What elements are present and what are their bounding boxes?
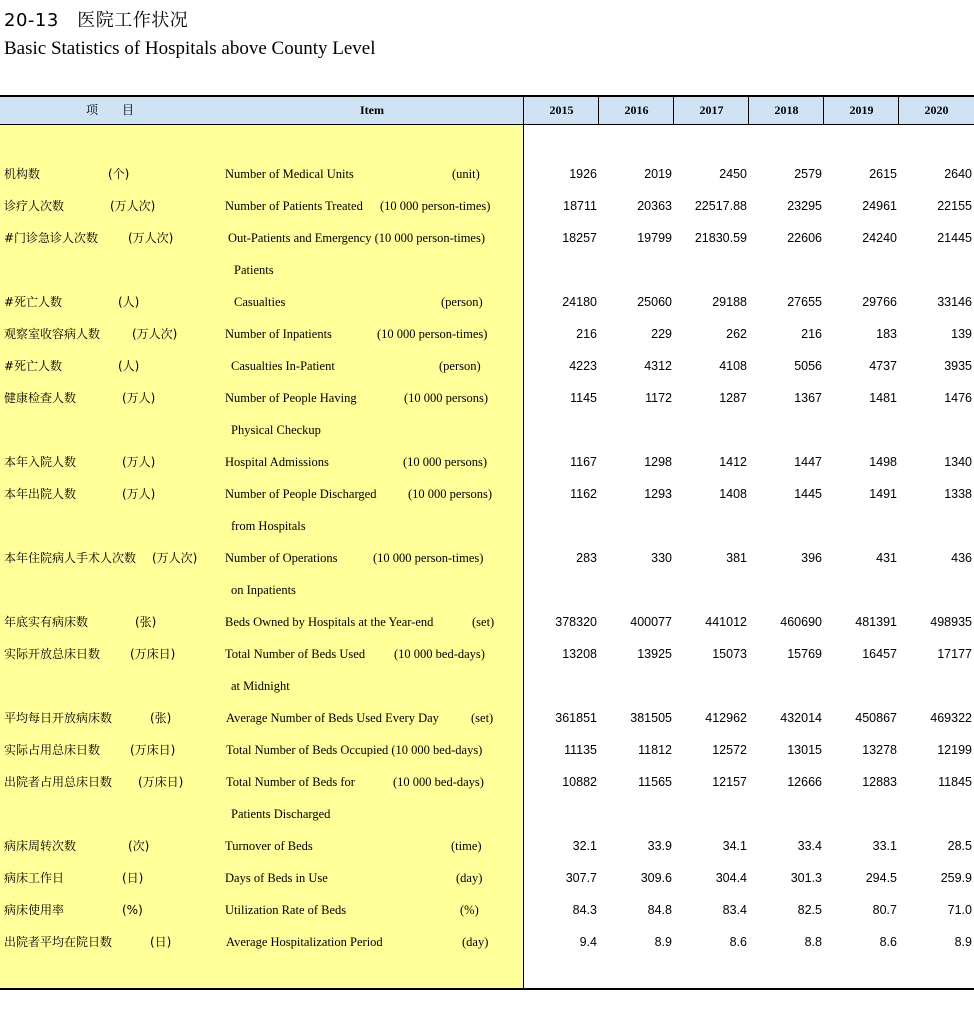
- row-label-en: Hospital Admissions: [225, 455, 329, 469]
- cell-value: 1340: [944, 455, 972, 469]
- cell-value: 15769: [787, 647, 822, 661]
- cell-value: 22517.88: [694, 199, 747, 213]
- row-unit-en: (10 000 bed-days): [394, 647, 485, 661]
- header-year-divider: [748, 97, 749, 124]
- row-label-en: Number of Patients Treated: [225, 199, 363, 213]
- row-unit-cn: (万床日): [138, 775, 184, 789]
- row-label-en: Number of Medical Units: [225, 167, 354, 181]
- header-item-en: Item: [360, 103, 384, 117]
- row-unit-cn: (次): [128, 839, 150, 853]
- row-label-en: from Hospitals: [231, 519, 306, 533]
- cell-value: 11812: [638, 743, 672, 757]
- cell-value: 12572: [712, 743, 747, 757]
- table-row: [0, 574, 974, 606]
- cell-value: 1476: [944, 391, 972, 405]
- cell-value: 1481: [869, 391, 897, 405]
- table-bottom-rule: [0, 988, 974, 990]
- cell-value: 33.4: [797, 839, 822, 853]
- cell-value: 4737: [869, 359, 897, 373]
- row-label-cn: 本年出院人数: [4, 487, 77, 501]
- cell-value: 216: [576, 327, 597, 341]
- cell-value: 13278: [862, 743, 897, 757]
- cell-value: 283: [576, 551, 597, 565]
- cell-value: 481391: [855, 615, 897, 629]
- table-row: [0, 894, 974, 926]
- cell-value: 18711: [563, 199, 597, 213]
- row-unit-en: (10 000 persons): [403, 455, 488, 469]
- row-unit-cn: (万人): [122, 455, 156, 469]
- row-label-en: Average Number of Beds Used Every Day: [226, 711, 439, 725]
- cell-value: 13015: [787, 743, 822, 757]
- header-year-0: 2015: [549, 103, 574, 117]
- cell-value: 12199: [937, 743, 972, 757]
- cell-value: 1447: [794, 455, 822, 469]
- cell-value: 15073: [712, 647, 747, 661]
- cell-value: 1298: [644, 455, 672, 469]
- row-unit-en: (10 000 person-times): [380, 199, 491, 213]
- cell-value: 304.4: [715, 871, 747, 885]
- row-label-en: Casualties: [234, 295, 286, 309]
- cell-value: 32.1: [572, 839, 597, 853]
- row-unit-en: (unit): [452, 167, 480, 181]
- table-row: [0, 862, 974, 894]
- row-label-en: Number of People Discharged: [225, 487, 377, 501]
- cell-value: 262: [726, 327, 747, 341]
- cell-value: 4223: [569, 359, 597, 373]
- row-unit-en: (person): [441, 295, 483, 309]
- row-label-cn: #死亡人数: [4, 359, 63, 373]
- cell-value: 16457: [862, 647, 897, 661]
- row-label-en: Turnover of Beds: [225, 839, 313, 853]
- cell-value: 4108: [719, 359, 747, 373]
- row-unit-cn: (日): [150, 935, 172, 949]
- row-label-cn: 病床使用率: [4, 903, 65, 917]
- cell-value: 80.7: [872, 903, 897, 917]
- cell-value: 28.5: [947, 839, 972, 853]
- header-year-divider: [598, 97, 599, 124]
- cell-value: 10882: [562, 775, 597, 789]
- table-row: [0, 350, 974, 382]
- table-row: [0, 510, 974, 542]
- cell-value: 1498: [869, 455, 897, 469]
- header-year-1: 2016: [624, 103, 649, 117]
- row-unit-cn: (万人): [122, 487, 156, 501]
- cell-value: 3935: [944, 359, 972, 373]
- cell-value: 378320: [555, 615, 597, 629]
- cell-value: 22606: [787, 231, 822, 245]
- cell-value: 33.9: [647, 839, 672, 853]
- row-unit-cn: (人): [118, 359, 140, 373]
- row-unit-cn: (万床日): [130, 647, 176, 661]
- cell-value: 216: [801, 327, 822, 341]
- cell-value: 412962: [705, 711, 747, 725]
- cell-value: 29188: [712, 295, 747, 309]
- cell-value: 361851: [555, 711, 597, 725]
- row-unit-cn: (万床日): [130, 743, 176, 757]
- row-unit-en: (day): [456, 871, 483, 885]
- cell-value: 5056: [794, 359, 822, 373]
- cell-value: 21830.59: [694, 231, 747, 245]
- row-unit-en: (set): [471, 711, 494, 725]
- table-row: [0, 830, 974, 862]
- cell-value: 33146: [937, 295, 972, 309]
- cell-value: 1412: [719, 455, 747, 469]
- cell-value: 450867: [855, 711, 897, 725]
- cell-value: 24240: [862, 231, 897, 245]
- cell-value: 259.9: [940, 871, 972, 885]
- cell-value: 24961: [862, 199, 897, 213]
- cell-value: 2450: [719, 167, 747, 181]
- table-row: [0, 638, 974, 670]
- cell-value: 2615: [869, 167, 897, 181]
- row-label-en: Beds Owned by Hospitals at the Year-end: [225, 615, 434, 629]
- cell-value: 8.9: [654, 935, 672, 949]
- cell-value: 381: [726, 551, 747, 565]
- row-label-cn: 实际开放总床日数: [4, 647, 101, 661]
- row-unit-cn: (个): [108, 167, 130, 181]
- cell-value: 2019: [644, 167, 672, 181]
- row-label-cn: 诊疗人次数: [4, 199, 65, 213]
- cell-value: 1491: [869, 487, 897, 501]
- cell-value: 1145: [570, 391, 597, 405]
- cell-value: 13208: [562, 647, 597, 661]
- table-row: [0, 158, 974, 190]
- cell-value: 20363: [637, 199, 672, 213]
- cell-value: 84.3: [572, 903, 597, 917]
- cell-value: 498935: [930, 615, 972, 629]
- cell-value: 1287: [719, 391, 747, 405]
- cell-value: 19799: [637, 231, 672, 245]
- row-unit-en: (10 000 person-times): [373, 551, 484, 565]
- row-label-cn: 健康检查人数: [4, 391, 77, 405]
- table-row: [0, 670, 974, 702]
- cell-value: 24180: [562, 295, 597, 309]
- header-year-divider: [823, 97, 824, 124]
- row-label-en: Out-Patients and Emergency (10 000 person-times): [228, 231, 486, 245]
- cell-value: 9.4: [579, 935, 597, 949]
- cell-value: 22155: [937, 199, 972, 213]
- header-item-cn: 项 目: [85, 103, 134, 117]
- row-unit-en: (%): [460, 903, 479, 917]
- cell-value: 330: [651, 551, 672, 565]
- table-row: [0, 286, 974, 318]
- table-row: [0, 222, 974, 254]
- header-year-5: 2020: [924, 103, 949, 117]
- row-unit-cn: (日): [122, 871, 144, 885]
- cell-value: 307.7: [565, 871, 597, 885]
- cell-value: 309.6: [640, 871, 672, 885]
- row-label-cn: 本年住院病人手术人次数: [4, 551, 137, 565]
- cell-value: 83.4: [722, 903, 747, 917]
- cell-value: 25060: [637, 295, 672, 309]
- row-label-cn: 本年入院人数: [4, 455, 77, 469]
- cell-value: 71.0: [947, 903, 972, 917]
- table-row: [0, 446, 974, 478]
- cell-value: 34.1: [722, 839, 747, 853]
- cell-value: 1172: [645, 391, 672, 405]
- table-row: [0, 926, 974, 958]
- cell-value: 12157: [712, 775, 747, 789]
- cell-value: 460690: [780, 615, 822, 629]
- cell-value: 27655: [787, 295, 822, 309]
- cell-value: 1408: [719, 487, 747, 501]
- header-year-3: 2018: [774, 103, 799, 117]
- table-row: [0, 798, 974, 830]
- table-row: [0, 702, 974, 734]
- cell-value: 301.3: [790, 871, 822, 885]
- header-year-divider: [673, 97, 674, 124]
- row-unit-cn: (%): [122, 903, 143, 917]
- cell-value: 229: [651, 327, 672, 341]
- row-label-en: Number of Inpatients: [225, 327, 332, 341]
- row-label-cn: #死亡人数: [4, 295, 63, 309]
- cell-value: 1167: [570, 455, 597, 469]
- row-label-en: on Inpatients: [231, 583, 296, 597]
- header-year-4: 2019: [849, 103, 874, 117]
- table-title-en: Basic Statistics of Hospitals above County Level: [4, 38, 376, 59]
- cell-value: 11135: [564, 743, 597, 757]
- cell-value: 12883: [862, 775, 897, 789]
- row-label-cn: 平均每日开放病床数: [4, 711, 113, 725]
- table-row: [0, 766, 974, 798]
- cell-value: 13925: [637, 647, 672, 661]
- cell-value: 23295: [787, 199, 822, 213]
- cell-value: 400077: [630, 615, 672, 629]
- row-label-cn: #门诊急诊人次数: [4, 231, 99, 245]
- row-unit-en: (10 000 persons): [404, 391, 489, 405]
- cell-value: 17177: [937, 647, 972, 661]
- table-row: [0, 542, 974, 574]
- row-label-en: Number of People Having: [225, 391, 357, 405]
- cell-value: 8.8: [804, 935, 822, 949]
- cell-value: 294.5: [865, 871, 897, 885]
- cell-value: 8.6: [879, 935, 897, 949]
- table-row: [0, 254, 974, 286]
- cell-value: 432014: [780, 711, 822, 725]
- row-label-en: Casualties In-Patient: [231, 359, 335, 373]
- cell-value: 29766: [862, 295, 897, 309]
- cell-value: 396: [801, 551, 822, 565]
- row-unit-cn: (万人): [122, 391, 156, 405]
- cell-value: 4312: [644, 359, 672, 373]
- row-unit-en: (day): [462, 935, 489, 949]
- row-label-en: Days of Beds in Use: [225, 871, 328, 885]
- row-unit-en: (time): [451, 839, 482, 853]
- row-unit-cn: (万人次): [128, 231, 174, 245]
- row-label-cn: 观察室收容病人数: [4, 327, 101, 341]
- row-label-cn: 机构数: [4, 167, 41, 181]
- table-row: [0, 606, 974, 638]
- row-unit-en: (person): [439, 359, 481, 373]
- table-row: [0, 318, 974, 350]
- row-label-en: Patients Discharged: [231, 807, 331, 821]
- row-label-en: Patients: [234, 263, 274, 277]
- cell-value: 469322: [930, 711, 972, 725]
- cell-value: 183: [876, 327, 897, 341]
- cell-value: 431: [876, 551, 897, 565]
- row-label-en: Total Number of Beds Used: [225, 647, 366, 661]
- row-unit-en: (10 000 persons): [408, 487, 493, 501]
- cell-value: 1445: [794, 487, 822, 501]
- cell-value: 33.1: [872, 839, 897, 853]
- cell-value: 18257: [562, 231, 597, 245]
- row-unit-cn: (万人次): [132, 327, 178, 341]
- row-label-cn: 年底实有病床数: [4, 615, 89, 629]
- cell-value: 8.9: [954, 935, 972, 949]
- cell-value: 11845: [938, 775, 972, 789]
- row-label-en: Total Number of Beds Occupied (10 000 bed-days): [226, 743, 483, 757]
- table-title-cn: 20-13 医院工作状况: [4, 10, 189, 31]
- cell-value: 21445: [937, 231, 972, 245]
- row-unit-cn: (万人次): [152, 551, 198, 565]
- header-year-2: 2017: [699, 103, 724, 117]
- row-unit-cn: (万人次): [110, 199, 156, 213]
- row-unit-en: (10 000 bed-days): [393, 775, 484, 789]
- table-row: [0, 478, 974, 510]
- row-label-cn: 出院者平均在院日数: [4, 935, 113, 949]
- row-label-cn: 出院者占用总床日数: [4, 775, 113, 789]
- row-unit-en: (set): [472, 615, 495, 629]
- table-row: [0, 190, 974, 222]
- cell-value: 12666: [787, 775, 822, 789]
- cell-value: 82.5: [797, 903, 822, 917]
- cell-value: 11565: [638, 775, 672, 789]
- row-label-cn: 病床周转次数: [4, 839, 77, 853]
- cell-value: 2579: [794, 167, 822, 181]
- cell-value: 1162: [570, 487, 597, 501]
- table-row: [0, 382, 974, 414]
- row-label-en: Number of Operations: [225, 551, 338, 565]
- row-label-en: Average Hospitalization Period: [226, 935, 383, 949]
- cell-value: 1338: [944, 487, 972, 501]
- cell-value: 1293: [644, 487, 672, 501]
- row-unit-en: (10 000 person-times): [377, 327, 488, 341]
- cell-value: 2640: [944, 167, 972, 181]
- row-unit-cn: (人): [118, 295, 140, 309]
- cell-value: 381505: [630, 711, 672, 725]
- row-label-en: Total Number of Beds for: [226, 775, 355, 789]
- row-label-en: Utilization Rate of Beds: [225, 903, 347, 917]
- cell-value: 436: [951, 551, 972, 565]
- table-row: [0, 414, 974, 446]
- row-label-cn: 实际占用总床日数: [4, 743, 101, 757]
- cell-value: 139: [951, 327, 972, 341]
- cell-value: 8.6: [729, 935, 747, 949]
- cell-value: 84.8: [647, 903, 672, 917]
- row-label-en: at Midnight: [231, 679, 290, 693]
- cell-value: 1926: [569, 167, 597, 181]
- header-year-divider: [898, 97, 899, 124]
- row-label-cn: 病床工作日: [4, 871, 65, 885]
- cell-value: 1367: [794, 391, 822, 405]
- table-row: [0, 734, 974, 766]
- cell-value: 441012: [705, 615, 747, 629]
- row-unit-cn: (张): [150, 711, 172, 725]
- row-label-en: Physical Checkup: [231, 423, 321, 437]
- header-rule: [0, 124, 974, 125]
- row-unit-cn: (张): [135, 615, 157, 629]
